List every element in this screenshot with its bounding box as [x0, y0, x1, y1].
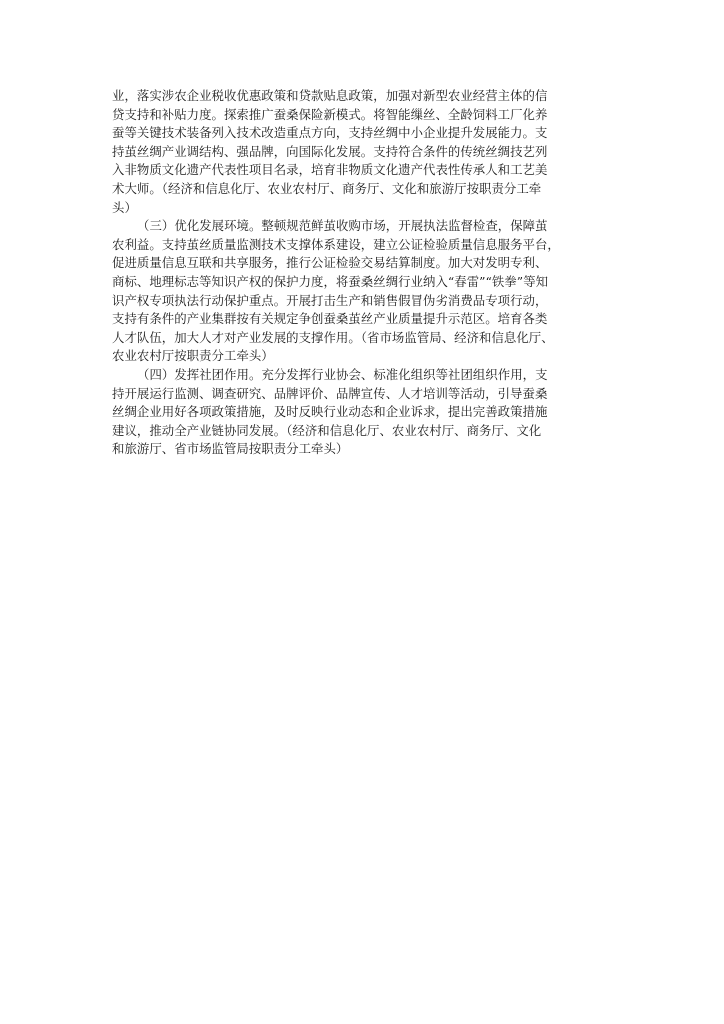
document-page — [112, 87, 615, 459]
text-line: 建议，推动全产业链协同发展。（经济和信息化厅、农业农村厅、商务厅、文化 — [112, 422, 542, 438]
paragraph-optimize-environment — [112, 217, 615, 366]
section-heading-line: （四）发挥社团作用。充分发挥行业协会、标准化组织等社团组织作用，支 — [137, 366, 548, 382]
text-line: 识产权专项执法行动保护重点。开展打击生产和销售假冒伪劣消费品专项行动， — [112, 292, 548, 308]
text-line: 促进质量信息互联和共享服务，推行公证检验交易结算制度。加大对发明专利、 — [112, 255, 548, 271]
text-line: 持茧丝绸产业调结构、强品牌，向国际化发展。支持符合条件的传统丝绸技艺列 — [112, 143, 548, 159]
text-line: 商标、地理标志等知识产权的保护力度，将蚕桑丝绸行业纳入“春雷”“铁拳”等知 — [112, 273, 549, 289]
text-line: 丝绸企业用好各项政策措施，及时反映行业动态和企业诉求，提出完善政策措施 — [112, 404, 548, 420]
text-line: 蚕等关键技术装备列入技术改造重点方向，支持丝绸中小企业提升发展能力。支 — [112, 125, 548, 141]
text-line: 人才队伍，加大人才对产业发展的支撑作用。（省市场监管局、经济和信息化厅、 — [112, 329, 554, 345]
paragraph-social-groups — [112, 366, 615, 459]
text-line: 和旅游厅、省市场监管局按职责分工牵头） — [112, 441, 349, 457]
text-line: 贷支持和补贴力度。探索推广蚕桑保险新模式。将智能缫丝、全龄饲料工厂化养 — [112, 106, 548, 122]
text-line: 业，落实涉农企业税收优惠政策和贷款贴息政策，加强对新型农业经营主体的信 — [112, 88, 548, 103]
section-heading-line: （三）优化发展环境。整顿规范鲜茧收购市场，开展执法监督检查，保障茧 — [137, 218, 548, 234]
text-line: 头） — [112, 199, 137, 215]
text-line: 入非物质文化遗产代表性项目名录，培育非物质文化遗产代表性传承人和工艺美 — [112, 162, 548, 178]
text-line: 农利益。支持茧丝质量监测技术支撑体系建设，建立公证检验质量信息服务平台， — [112, 236, 560, 252]
text-line: 术大师。（经济和信息化厅、农业农村厅、商务厅、文化和旅游厅按职责分工牵 — [112, 180, 542, 196]
text-line: 农业农村厅按职责分工牵头） — [112, 348, 274, 364]
text-line: 支持有条件的产业集群按有关规定争创蚕桑茧丝产业质量提升示范区。培育各类 — [112, 311, 548, 327]
paragraph-continued — [112, 87, 615, 217]
text-line: 持开展运行监测、调查研究、品牌评价、品牌宣传、人才培训等活动，引导蚕桑 — [112, 385, 548, 401]
